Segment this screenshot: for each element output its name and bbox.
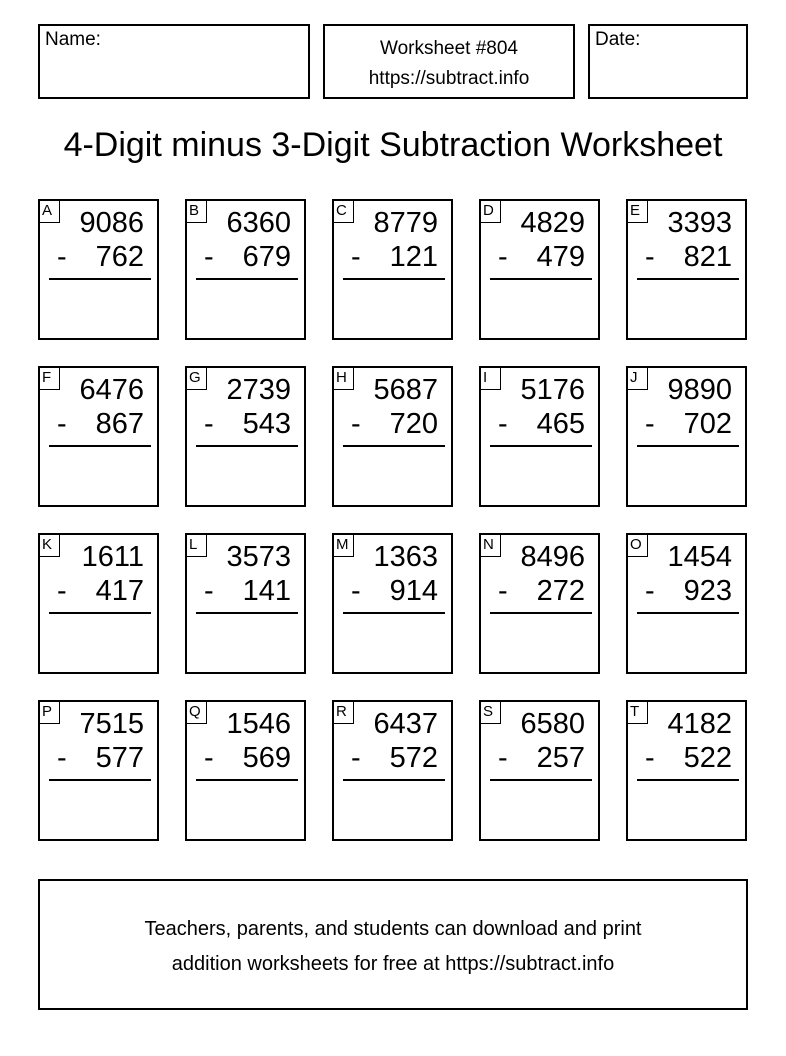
problem-a — [38, 199, 159, 340]
subtrahend: 141 — [242, 575, 291, 607]
problem-c — [332, 199, 453, 340]
problem-d — [479, 199, 600, 340]
footer-line-1: Teachers, parents, and students can download and print — [144, 918, 642, 940]
problem-label: N — [481, 535, 501, 557]
answer-line — [343, 278, 445, 280]
subtrahend: 821 — [683, 241, 732, 273]
problem-k — [38, 533, 159, 674]
subtrahend: 479 — [536, 241, 585, 273]
subtrahend: 762 — [95, 241, 144, 273]
answer-line — [490, 612, 592, 614]
minuend: 6476 — [79, 374, 144, 406]
minus-sign: - — [57, 241, 67, 273]
subtrahend: 272 — [536, 575, 585, 607]
problem-g — [185, 366, 306, 507]
minus-sign: - — [57, 575, 67, 607]
minuend: 1454 — [667, 541, 732, 573]
answer-line — [196, 779, 298, 781]
subtrahend: 923 — [683, 575, 732, 607]
minuend: 6437 — [373, 708, 438, 740]
problem-j — [626, 366, 747, 507]
answer-line — [637, 612, 739, 614]
minus-sign: - — [204, 742, 214, 774]
problem-t — [626, 700, 747, 841]
answer-line — [490, 779, 592, 781]
problem-label: G — [187, 368, 207, 390]
subtrahend: 867 — [95, 408, 144, 440]
problem-label: B — [187, 201, 207, 223]
problem-label: A — [40, 201, 60, 223]
problem-label: D — [481, 201, 501, 223]
problem-label: F — [40, 368, 60, 390]
problem-h — [332, 366, 453, 507]
name-label: Name: — [45, 29, 101, 50]
minus-sign: - — [498, 575, 508, 607]
minuend: 9086 — [79, 207, 144, 239]
answer-line — [49, 779, 151, 781]
problem-f — [38, 366, 159, 507]
worksheet-website: https://subtract.info — [368, 68, 530, 89]
subtrahend: 572 — [389, 742, 438, 774]
minus-sign: - — [645, 241, 655, 273]
answer-line — [49, 612, 151, 614]
problem-n — [479, 533, 600, 674]
problem-label: Q — [187, 702, 207, 724]
minus-sign: - — [351, 742, 361, 774]
minuend: 8779 — [373, 207, 438, 239]
minus-sign: - — [351, 241, 361, 273]
minuend: 6360 — [226, 207, 291, 239]
minuend: 9890 — [667, 374, 732, 406]
answer-line — [49, 278, 151, 280]
footer-line-2: addition worksheets for free at https://subtract.info — [171, 953, 615, 975]
answer-line — [196, 612, 298, 614]
problem-o — [626, 533, 747, 674]
answer-line — [637, 779, 739, 781]
problem-i — [479, 366, 600, 507]
answer-line — [637, 278, 739, 280]
problem-label: T — [628, 702, 648, 724]
subtrahend: 543 — [242, 408, 291, 440]
minus-sign: - — [351, 575, 361, 607]
minus-sign: - — [204, 575, 214, 607]
answer-line — [343, 779, 445, 781]
minuend: 5176 — [520, 374, 585, 406]
problem-r — [332, 700, 453, 841]
worksheet-number: Worksheet #804 — [379, 38, 518, 59]
problem-label: C — [334, 201, 354, 223]
minuend: 4182 — [667, 708, 732, 740]
answer-line — [490, 445, 592, 447]
problem-label: K — [40, 535, 60, 557]
minus-sign: - — [645, 575, 655, 607]
minus-sign: - — [57, 408, 67, 440]
answer-line — [196, 445, 298, 447]
subtrahend: 465 — [536, 408, 585, 440]
answer-line — [490, 278, 592, 280]
answer-line — [343, 445, 445, 447]
minuend: 2739 — [226, 374, 291, 406]
minus-sign: - — [645, 742, 655, 774]
problem-e — [626, 199, 747, 340]
subtrahend: 257 — [536, 742, 585, 774]
problem-label: O — [628, 535, 648, 557]
subtrahend: 417 — [95, 575, 144, 607]
problem-s — [479, 700, 600, 841]
minuend: 8496 — [520, 541, 585, 573]
problem-label: R — [334, 702, 354, 724]
subtrahend: 914 — [389, 575, 438, 607]
answer-line — [49, 445, 151, 447]
subtrahend: 522 — [683, 742, 732, 774]
subtrahend: 569 — [242, 742, 291, 774]
problem-label: H — [334, 368, 354, 390]
minuend: 7515 — [79, 708, 144, 740]
minuend: 1611 — [81, 541, 144, 573]
problem-p — [38, 700, 159, 841]
answer-line — [343, 612, 445, 614]
answer-line — [196, 278, 298, 280]
page-title: 4-Digit minus 3-Digit Subtraction Worksheet — [63, 126, 723, 164]
subtrahend: 679 — [242, 241, 291, 273]
minuend: 1546 — [226, 708, 291, 740]
problem-label: S — [481, 702, 501, 724]
minuend: 3393 — [667, 207, 732, 239]
problem-b — [185, 199, 306, 340]
footer-box — [38, 879, 748, 1010]
minuend: 4829 — [520, 207, 585, 239]
problem-label: L — [187, 535, 207, 557]
answer-line — [637, 445, 739, 447]
minus-sign: - — [204, 241, 214, 273]
subtrahend: 121 — [389, 241, 438, 273]
problem-l — [185, 533, 306, 674]
minus-sign: - — [645, 408, 655, 440]
problem-label: E — [628, 201, 648, 223]
problem-label: P — [40, 702, 60, 724]
minus-sign: - — [204, 408, 214, 440]
minus-sign: - — [57, 742, 67, 774]
date-label: Date: — [595, 29, 641, 50]
problem-label: M — [334, 535, 354, 557]
minus-sign: - — [498, 408, 508, 440]
minuend: 6580 — [520, 708, 585, 740]
problem-m — [332, 533, 453, 674]
minuend: 1363 — [373, 541, 438, 573]
minuend: 3573 — [226, 541, 291, 573]
subtrahend: 720 — [389, 408, 438, 440]
subtrahend: 702 — [683, 408, 732, 440]
problem-label: I — [481, 368, 501, 390]
minus-sign: - — [498, 742, 508, 774]
minus-sign: - — [498, 241, 508, 273]
problem-label: J — [628, 368, 648, 390]
minuend: 5687 — [373, 374, 438, 406]
problem-q — [185, 700, 306, 841]
minus-sign: - — [351, 408, 361, 440]
subtrahend: 577 — [95, 742, 144, 774]
